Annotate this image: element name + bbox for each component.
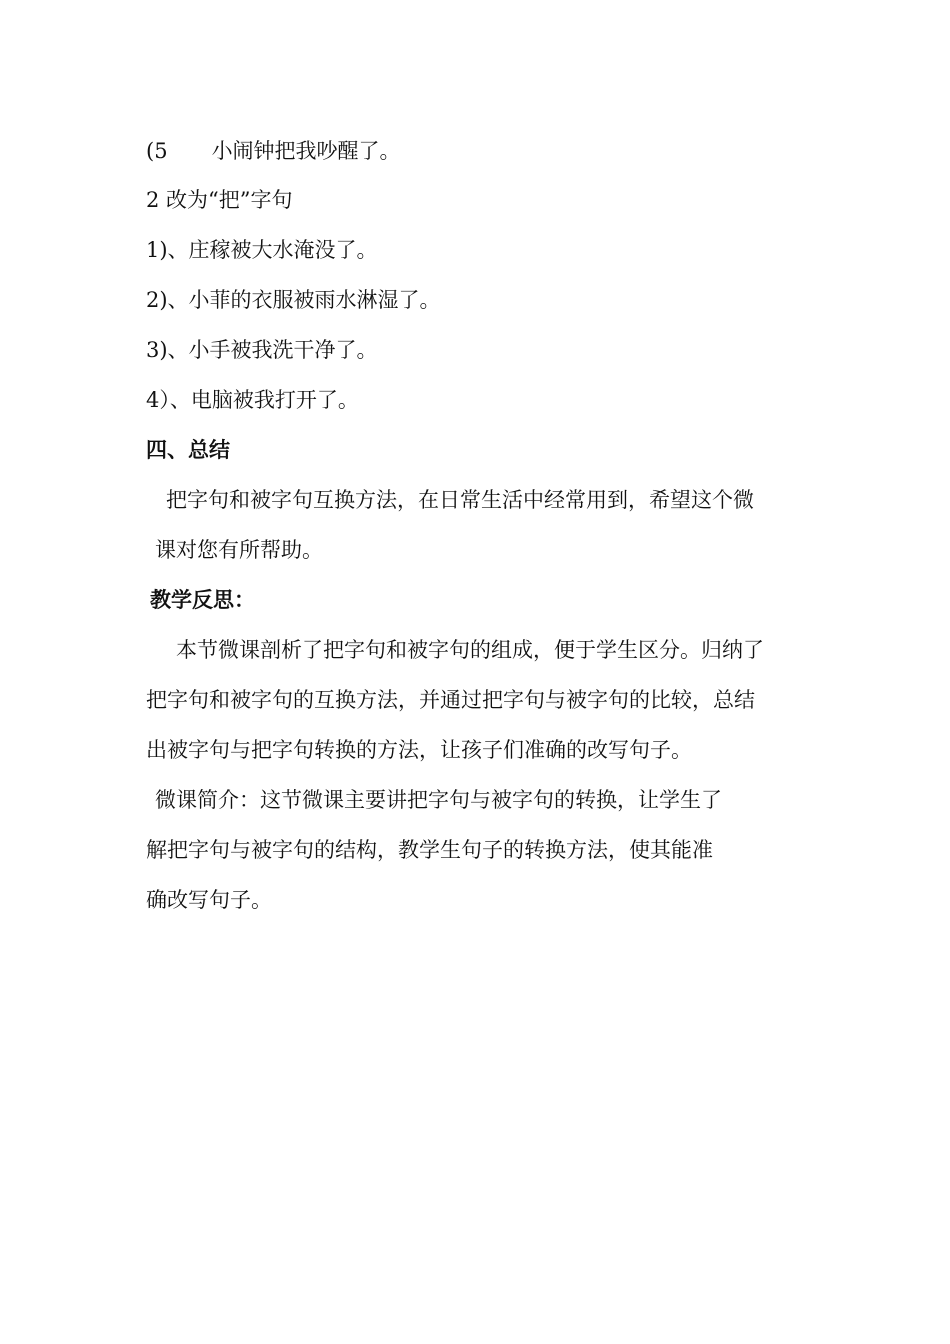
section-2-title: 2 改为“把”字句: [146, 188, 293, 212]
exercise-item: 1)、庄稼被大水淹没了。: [146, 238, 378, 262]
summary-paragraph-line: 把字句和被字句互换方法，在日常生活中经常用到，希望这个微: [166, 488, 754, 512]
reflection-paragraph-line: 把字句和被字句的互换方法，并通过把字句与被字句的比较，总结: [146, 688, 755, 712]
exercise-item-5-number: (5: [146, 139, 168, 163]
intro-paragraph-line: 解把字句与被字句的结构，教学生句子的转换方法，使其能准: [146, 838, 713, 862]
exercise-item-5: [146, 137, 401, 165]
intro-paragraph-line: 确改写句子。: [146, 888, 272, 912]
reflection-paragraph-line: 本节微课剖析了把字句和被字句的组成，便于学生区分。归纳了: [176, 638, 764, 662]
exercise-item: 2)、小菲的衣服被雨水淋湿了。: [146, 288, 441, 312]
reflection-heading: 教学反思：: [150, 588, 255, 612]
exercise-item: 3)、小手被我洗干净了。: [146, 338, 378, 362]
reflection-paragraph-line: 出被字句与把字句转换的方法，让孩子们准确的改写句子。: [146, 738, 692, 762]
exercise-item: 4）、电脑被我打开了。: [146, 388, 359, 412]
summary-paragraph-line: 课对您有所帮助。: [155, 538, 323, 562]
summary-heading: 四、总结: [146, 438, 230, 462]
intro-paragraph-line: 微课简介：这节微课主要讲把字句与被字句的转换，让学生了: [155, 788, 722, 812]
exercise-item-5-text: 小闹钟把我吵醒了。: [211, 139, 401, 163]
